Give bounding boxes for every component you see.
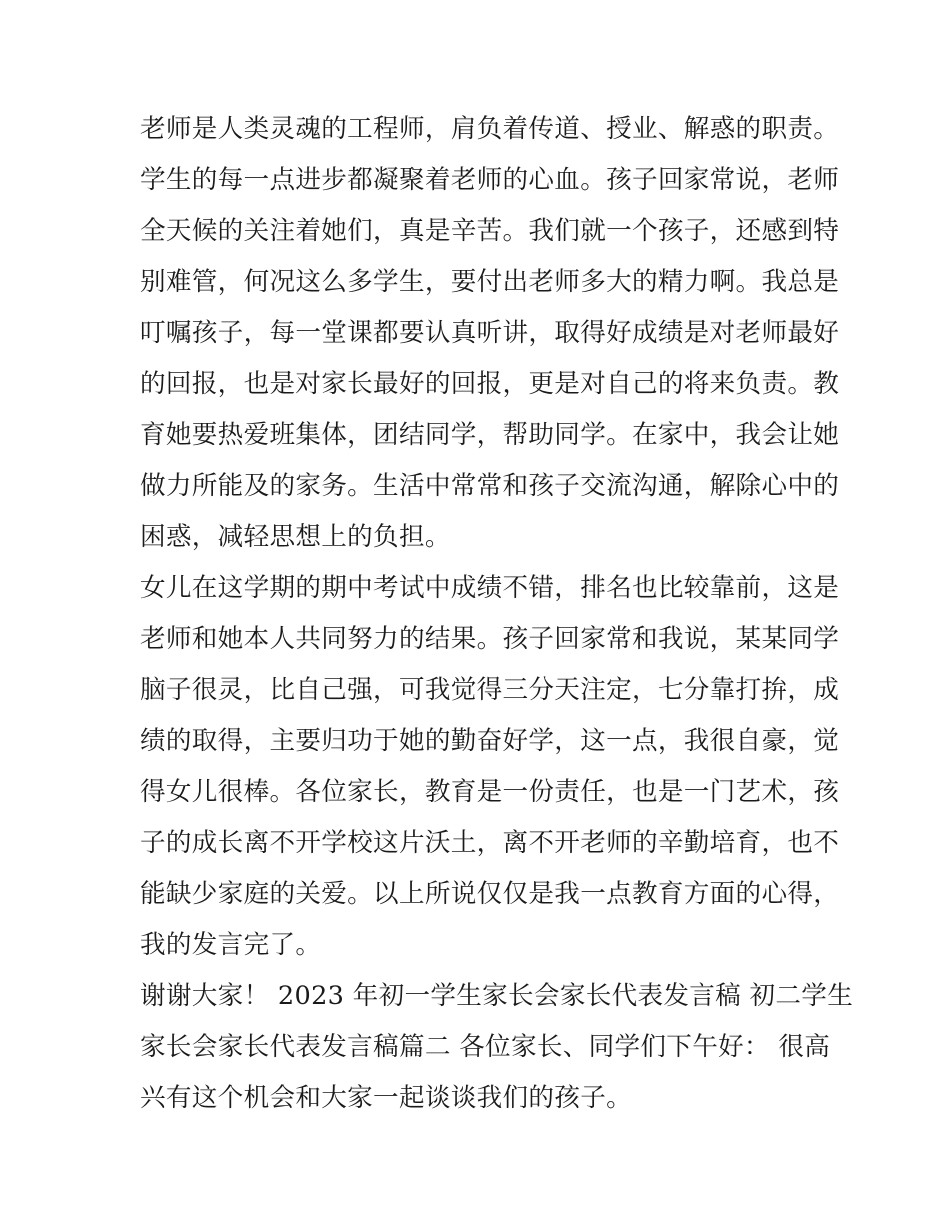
text-line: 谢谢大家！ 2023 年初一学生家长会家长代表发言稿 初二学生	[140, 981, 854, 1011]
text-line: 育她要热爱班集体，团结同学，帮助同学。在家中，我会让她	[140, 420, 840, 450]
text-line: 我的发言完了。	[140, 930, 322, 960]
text-line: 困惑，减轻思想上的负担。	[140, 522, 451, 552]
text-line: 子的成长离不开学校这片沃土，离不开老师的辛勤培育，也不	[140, 828, 840, 858]
text-line: 别难管，何况这么多学生，要付出老师多大的精力啊。我总是	[140, 267, 840, 297]
text-line: 学生的每一点进步都凝聚着老师的心血。孩子回家常说，老师	[140, 165, 840, 195]
paragraph-daughter-exam	[140, 563, 840, 971]
paragraph-closing	[140, 971, 854, 1124]
text-line: 脑子很灵，比自己强，可我觉得三分天注定，七分靠打拚，成	[140, 675, 840, 705]
text-line: 老师和她本人共同努力的结果。孩子回家常和我说，某某同学	[140, 624, 840, 654]
text-line: 全天候的关注着她们，真是辛苦。我们就一个孩子，还感到特	[140, 216, 840, 246]
text-line: 叮嘱孩子，每一堂课都要认真听讲，取得好成绩是对老师最好	[140, 318, 840, 348]
text-line: 老师是人类灵魂的工程师，肩负着传道、授业、解惑的职责。	[140, 114, 840, 144]
text-line: 兴有这个机会和大家一起谈谈我们的孩子。	[140, 1083, 632, 1113]
document-body	[140, 104, 854, 1124]
text-line: 家长会家长代表发言稿篇二 各位家长、同学们下午好： 很高	[140, 1032, 831, 1062]
text-line: 的回报，也是对家长最好的回报，更是对自己的将来负责。教	[140, 369, 840, 399]
text-line: 女儿在这学期的期中考试中成绩不错，排名也比较靠前，这是	[140, 573, 840, 603]
text-line: 能缺少家庭的关爱。以上所说仅仅是我一点教育方面的心得，	[140, 879, 840, 909]
text-line: 绩的取得，主要归功于她的勤奋好学，这一点，我很自豪，觉	[140, 726, 840, 756]
paragraph-teacher-duty	[140, 104, 840, 563]
text-line: 做力所能及的家务。生活中常常和孩子交流沟通，解除心中的	[140, 471, 840, 501]
text-line: 得女儿很棒。各位家长，教育是一份责任，也是一门艺术，孩	[140, 777, 840, 807]
